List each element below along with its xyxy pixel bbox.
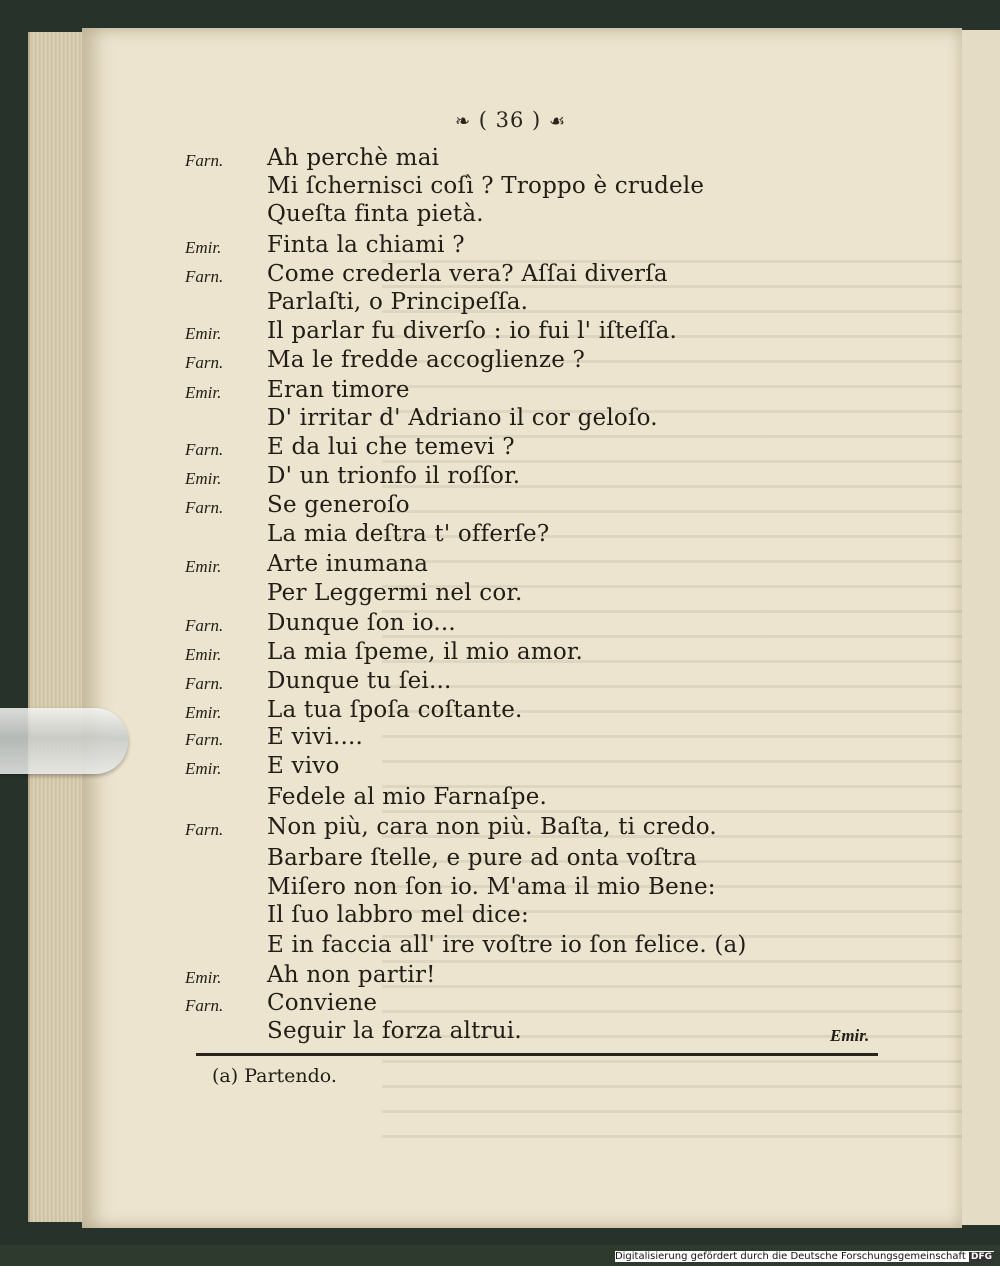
dialogue-line bbox=[185, 521, 885, 551]
dialogue-line bbox=[185, 173, 885, 203]
dialogue-line bbox=[185, 377, 885, 407]
verse-text: E in faccia all' ire voſtre io ſon felice. (a) bbox=[267, 932, 747, 958]
verse-text: La mia ſpeme, il mio amor. bbox=[267, 639, 584, 665]
verse-text: E vivo bbox=[267, 753, 340, 779]
dialogue-line bbox=[185, 261, 885, 291]
verse-text: E da lui che temevi ? bbox=[267, 434, 515, 460]
dialogue-line bbox=[185, 724, 885, 754]
dialogue-line bbox=[185, 639, 885, 669]
ornament-right-icon: ☙ bbox=[548, 111, 567, 132]
verse-text: La tua ſpoſa coſtante. bbox=[267, 697, 523, 723]
dialogue-line bbox=[185, 610, 885, 640]
dialogue-line bbox=[185, 232, 885, 262]
speaker-label: Emir. bbox=[185, 703, 222, 722]
dialogue-line bbox=[185, 580, 885, 610]
dialogue-line bbox=[185, 492, 885, 522]
dialogue-line bbox=[185, 347, 885, 377]
verse-text: D' un trionfo il roſſor. bbox=[267, 463, 521, 489]
dialogue-line bbox=[185, 845, 885, 875]
ornament-left-icon: ❧ bbox=[455, 111, 472, 132]
verse-text: Il ſuo labbro mel dice: bbox=[267, 902, 529, 928]
speaker-label: Emir. bbox=[185, 383, 222, 402]
dialogue-line bbox=[185, 874, 885, 904]
verse-text: Il parlar fu diverſo : io fui l' iſteſſa. bbox=[267, 318, 678, 344]
verse-text: Ah non partir! bbox=[267, 962, 436, 988]
dfg-logo: DFG bbox=[970, 1252, 992, 1262]
dialogue-line bbox=[185, 697, 885, 727]
speaker-label: Emir. bbox=[185, 759, 222, 778]
speaker-label: Farn. bbox=[185, 730, 224, 749]
dialogue-line bbox=[185, 551, 885, 581]
verse-text: Seguir la forza altrui. bbox=[267, 1018, 522, 1044]
dialogue-line bbox=[185, 405, 885, 435]
verse-text: Ma le fredde accoglienze ? bbox=[267, 347, 586, 373]
verse-text: Arte inumana bbox=[267, 551, 429, 577]
footnote: (a) Partendo. bbox=[212, 1065, 337, 1087]
speaker-label: Farn. bbox=[185, 820, 224, 839]
facing-page-edge bbox=[958, 30, 1000, 1225]
speaker-label: Farn. bbox=[185, 353, 224, 372]
dialogue-line bbox=[185, 1018, 885, 1048]
page-number-text: ( 36 ) bbox=[478, 108, 542, 132]
verse-text: Barbare ſtelle, e pure ad onta voſtra bbox=[267, 845, 698, 871]
dialogue-line bbox=[185, 289, 885, 319]
speaker-label: Farn. bbox=[185, 440, 224, 459]
speaker-label: Emir. bbox=[185, 645, 222, 664]
verse-text: Miſero non ſon io. M'ama il mio Bene: bbox=[267, 874, 716, 900]
dialogue-line bbox=[185, 990, 885, 1020]
verse-text: Dunque tu ſei... bbox=[267, 668, 452, 694]
speaker-label: Emir. bbox=[185, 238, 222, 257]
dialogue-line bbox=[185, 962, 885, 992]
dialogue-line bbox=[185, 932, 885, 962]
credit-text: Digitalisierung gefördert durch die Deutsche Forschungsgemeinschaft bbox=[614, 1251, 966, 1262]
speaker-label: Emir. bbox=[185, 968, 222, 987]
dialogue-line bbox=[185, 814, 885, 844]
speaker-label: Emir. bbox=[185, 469, 222, 488]
verse-text: E vivi.... bbox=[267, 724, 364, 750]
verse-text: Mi ſchernisci coſì ? Troppo è crudele bbox=[267, 173, 705, 199]
verse-text: Non più, cara non più. Baſta, ti credo. bbox=[267, 814, 717, 840]
speaker-label: Farn. bbox=[185, 996, 224, 1015]
digitization-credit bbox=[615, 1251, 994, 1262]
dialogue-line bbox=[185, 145, 885, 175]
page-number bbox=[455, 108, 566, 132]
speaker-label: Farn. bbox=[185, 151, 224, 170]
dialogue-line bbox=[185, 902, 885, 932]
dialogue-line bbox=[185, 753, 885, 783]
verse-text: Queſta finta pietà. bbox=[267, 201, 484, 227]
page-clip bbox=[0, 708, 128, 774]
verse-text: Eran timore bbox=[267, 377, 410, 403]
verse-text: Parlaſti, o Principeſſa. bbox=[267, 289, 529, 315]
verse-text: Se generoſo bbox=[267, 492, 410, 518]
verse-text: La mia deſtra t' offerſe? bbox=[267, 521, 550, 547]
catchword: Emir. bbox=[830, 1026, 870, 1045]
dialogue-line bbox=[185, 784, 885, 814]
dialogue-line bbox=[185, 463, 885, 493]
speaker-label: Farn. bbox=[185, 616, 224, 635]
speaker-label: Farn. bbox=[185, 674, 224, 693]
speaker-label: Farn. bbox=[185, 267, 224, 286]
speaker-label: Farn. bbox=[185, 498, 224, 517]
verse-text: D' irritar d' Adriano il cor geloſo. bbox=[267, 405, 658, 431]
dialogue-line bbox=[185, 668, 885, 698]
verse-text: Ah perchè mai bbox=[267, 145, 440, 171]
verse-text: Dunque ſon io... bbox=[267, 610, 456, 636]
dialogue-line bbox=[185, 318, 885, 348]
speaker-label: Emir. bbox=[185, 324, 222, 343]
verse-text: Finta la chiami ? bbox=[267, 232, 465, 258]
footnote-rule bbox=[196, 1053, 878, 1056]
speaker-label: Emir. bbox=[185, 557, 222, 576]
verse-text: Come crederla vera? Aſſai diverſa bbox=[267, 261, 668, 287]
verse-text: Per Leggermi nel cor. bbox=[267, 580, 523, 606]
verse-text: Conviene bbox=[267, 990, 378, 1016]
dialogue-line bbox=[185, 201, 885, 231]
dialogue-line bbox=[185, 434, 885, 464]
book-page-edges bbox=[28, 32, 90, 1222]
verse-text: Fedele al mio Farnaſpe. bbox=[267, 784, 548, 810]
